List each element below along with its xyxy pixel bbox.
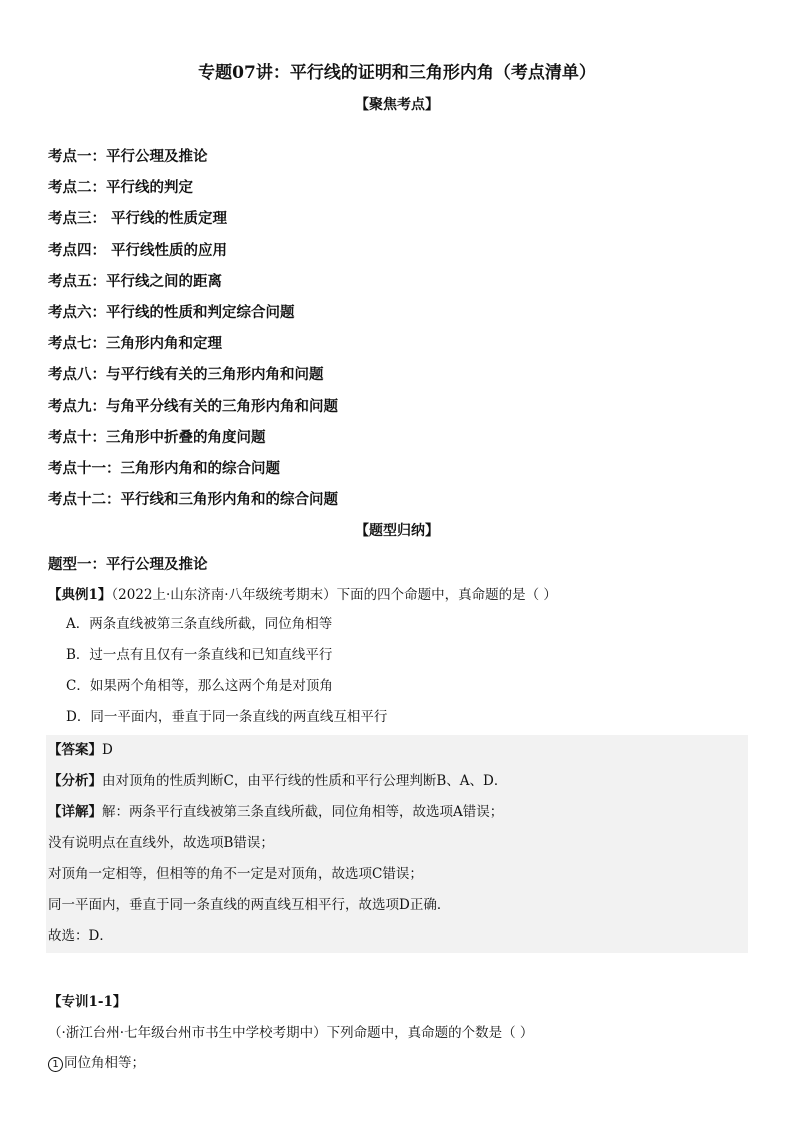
detail-line: 对顶角一定相等，但相等的角不一定是对顶角，故选项C错误； [48, 866, 423, 882]
practice-question: （·浙江台州·七年级台州市书生中学校考期中）下列命题中，真命题的个数是（ ） [48, 1025, 534, 1041]
question-types-heading: 【题型归纳】 [355, 523, 439, 539]
key-point-item: 考点二：平行线的判定 [48, 179, 193, 197]
key-point-item: 考点一：平行公理及推论 [48, 148, 208, 165]
answer-options [66, 613, 387, 737]
key-point-item: 考点十一：三角形内角和的综合问题 [48, 459, 280, 477]
detail-line: 没有说明点在直线外，故选项B错误； [48, 835, 274, 851]
key-point-item: 考点十二：平行线和三角形内角和的综合问题 [48, 491, 338, 509]
practice-tag: 【专训1-1】 [48, 994, 127, 1010]
detail-line: 同一平面内，垂直于同一条直线的两直线互相平行，故选项D正确． [48, 897, 451, 913]
detail-tag: 【详解】 [48, 804, 102, 820]
key-point-item: 考点五：平行线之间的距离 [48, 272, 222, 290]
detail-line: 故选：D． [48, 928, 113, 944]
option-b: B．过一点有且仅有一条直线和已知直线平行 [66, 647, 333, 663]
example-tag: 【典例1】 [48, 587, 112, 603]
key-point-item: 考点四： 平行线性质的应用 [48, 241, 228, 259]
type-one-title: 题型一：平行公理及推论 [48, 556, 208, 573]
key-points-list [48, 146, 338, 520]
option-c: C．如果两个角相等，那么这两个角是对顶角 [66, 678, 333, 694]
page-title: 专题07讲：平行线的证明和三角形内角（考点清单） [198, 63, 596, 83]
example-text: （2022上·山东济南·八年级统考期末）下面的四个命题中，真命题的是（ ） [111, 587, 557, 603]
detail-text: 解：两条平行直线被第三条直线所截，同位角相等，故选项A错误； [102, 804, 504, 820]
answer-value: D [102, 742, 113, 758]
key-point-item: 考点十：三角形中折叠的角度问题 [48, 428, 266, 446]
key-point-item: 考点七：三角形内角和定理 [48, 335, 222, 353]
practice-item [48, 1051, 145, 1072]
key-point-item: 考点八：与平行线有关的三角形内角和问题 [48, 366, 324, 384]
example-question [48, 583, 748, 603]
focus-key-points-heading: 【聚焦考点】 [355, 97, 439, 113]
key-point-item: 考点九：与角平分线有关的三角形内角和问题 [48, 397, 338, 415]
key-point-item: 考点三： 平行线的性质定理 [48, 210, 228, 228]
analysis-text: 由对顶角的性质判断C，由平行线的性质和平行公理判断B、A、D． [102, 773, 508, 789]
circled-number: 1 [48, 1057, 63, 1072]
option-a: A．两条直线被第三条直线所截，同位角相等 [66, 616, 333, 632]
analysis-tag: 【分析】 [48, 773, 102, 789]
answer-line [48, 740, 113, 760]
answer-tag: 【答案】 [48, 742, 102, 758]
practice-item-text: 同位角相等； [64, 1055, 145, 1071]
key-point-item: 考点六：平行线的性质和判定综合问题 [48, 303, 295, 321]
option-d: D．同一平面内，垂直于同一条直线的两直线互相平行 [66, 709, 388, 725]
solution-box [46, 735, 748, 953]
analysis-line [48, 771, 507, 791]
detail-line [48, 802, 503, 822]
